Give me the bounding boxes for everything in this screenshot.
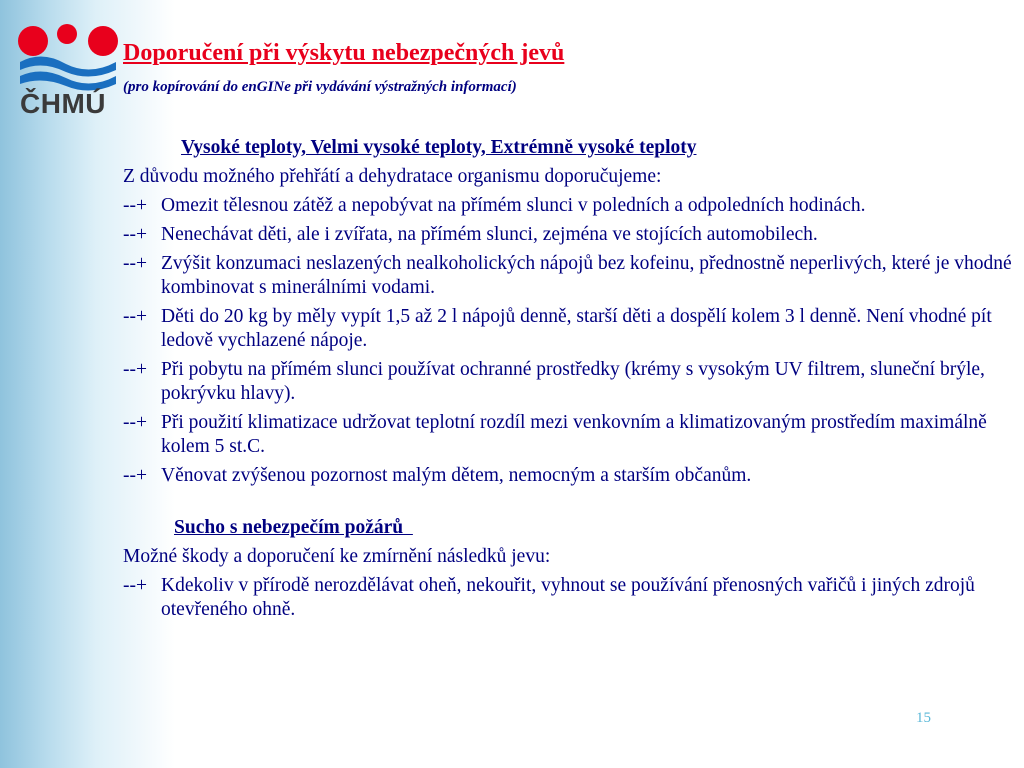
list-item xyxy=(123,464,1013,488)
bullet-mark: --+ xyxy=(123,224,147,245)
logo-circle-middle xyxy=(57,24,77,44)
list-item xyxy=(123,252,1013,300)
section-spacer xyxy=(123,493,1013,516)
bullet-text: Nenechávat děti, ale i zvířata, na přímém slunci, zejména ve stojících automobilech. xyxy=(161,224,818,245)
bullet-mark: --+ xyxy=(123,306,147,327)
bullet-text: Děti do 20 kg by měly vypít 1,5 až 2 l nápojů denně, starší děti a dospělí kolem 3 l denně. Není vhodné pít ledově vychlazené nápoje. xyxy=(161,306,992,351)
page-number: 15 xyxy=(916,710,931,726)
bullet-text: Při použití klimatizace udržovat teplotní rozdíl mezi venkovním a klimatizovaným prostředím maximálně kolem 5 st.C. xyxy=(161,412,987,457)
list-item xyxy=(123,305,1013,353)
bullet-text: Omezit tělesnou zátěž a nepobývat na přímém slunci v poledních a odpoledních hodinách. xyxy=(161,195,866,216)
bullet-text: Věnovat zvýšenou pozornost malým dětem, nemocným a starším občanům. xyxy=(161,465,752,486)
page-subtitle: (pro kopírování do enGINe při vydávání výstražných informací) xyxy=(123,79,517,95)
bullet-text: Při pobytu na přímém slunci používat ochranné prostředky (krémy s vysokým UV filtrem, sluneční brýle, pokrývku hlavy). xyxy=(161,359,985,404)
list-item xyxy=(123,411,1013,459)
list-item xyxy=(123,194,1013,218)
bullet-mark: --+ xyxy=(123,253,147,274)
bullet-mark: --+ xyxy=(123,465,147,486)
list-item xyxy=(123,574,1013,622)
content-body xyxy=(123,136,1013,627)
page-title: Doporučení při výskytu nebezpečných jevů xyxy=(123,40,565,66)
bullet-mark: --+ xyxy=(123,412,147,433)
bullet-text: Zvýšit konzumaci neslazených nealkoholických nápojů bez kofeinu, přednostně neperlivých, které je vhodné kombinovat s minerálními vodami. xyxy=(161,253,1012,298)
bullet-text: Kdekoliv v přírodě nerozdělávat oheň, nekouřit, vyhnout se používání přenosných vařičů i jiných zdrojů otevřeného ohně. xyxy=(161,575,975,620)
section-intro-drought: Možné škody a doporučení ke zmírnění následků jevu: xyxy=(123,546,551,567)
section-intro-heat: Z důvodu možného přehřátí a dehydratace organismu doporučujeme: xyxy=(123,166,662,187)
list-item xyxy=(123,358,1013,406)
logo-circle-left xyxy=(18,26,48,56)
logo-text: ČHMÚ xyxy=(20,88,106,119)
bullet-mark: --+ xyxy=(123,359,147,380)
section-heading-drought: Sucho s nebezpečím požárů xyxy=(174,517,413,538)
section-heading-heat: Vysoké teploty, Velmi vysoké teploty, Extrémně vysoké teploty xyxy=(181,137,697,158)
bullet-mark: --+ xyxy=(123,575,147,596)
logo-circle-right xyxy=(88,26,118,56)
bullet-mark: --+ xyxy=(123,195,147,216)
list-item xyxy=(123,223,1013,247)
